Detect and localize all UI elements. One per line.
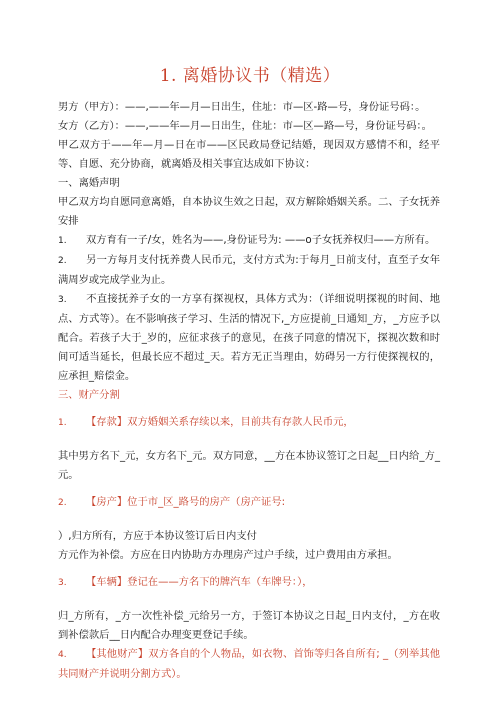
clause-vehicle-intro: 3. 【车辆】登记在——方名下的牌汽车（车牌号：），	[58, 573, 440, 593]
marriage-info-paragraph: 甲乙双方于——年—月—日在市——区民政局登记结婚，现因双方感情不和，经平等、自愿、充分协商，就离婚及相关事宜达成如下协议：	[58, 139, 440, 170]
clause-number: 3.	[58, 295, 67, 305]
section-divorce-heading: 一、离婚声明	[58, 177, 120, 189]
clause-vehicle-detail: 归_方所有，_方一次性补偿_元给另一方，于签订本协议之日起_日内支付，_方在收到补偿款后__日内配合办理变更登记手续。	[58, 610, 440, 641]
clause-number: 4.	[58, 650, 67, 660]
document-body	[58, 98, 440, 684]
clause-deposit-detail: 其中男方名下_元，女方名下_元。双方同意，__方在本协议签订之日起__日内给_方_元。	[58, 450, 440, 481]
clause-child-name: 1. 双方育有一子/女，姓名为——,身份证号为: ——o子女抚养权归——方所有。	[58, 231, 440, 251]
clause-number: 1.	[58, 236, 67, 246]
clause-number: 1.	[58, 418, 67, 428]
clause-child-support: 2. 另一方每月支付抚养费人民币元，支付方式为:于每月_日前支付，直至子女年满周岁或完成学业为止。	[58, 254, 440, 286]
clause-other-property: 4. 【其他财产】双方各自的个人物品，如衣物、首饰等归各自所有; _（列举其他共同财产并说明分割方式）。	[58, 648, 440, 680]
clause-deposit-intro: 1. 【存款】双方婚姻关系存续以来，目前共有存款人民币元，	[58, 413, 440, 433]
clause-house-detail: ）,归方所有，方应于本协议签订后日内支付	[58, 530, 257, 542]
section-property-heading: 三、财产分割	[58, 389, 120, 401]
clause-number: 3.	[58, 578, 67, 588]
party-female-paragraph: 女方（乙方）：——,——年—月—日出生，住址：市—区—路—号，身份证号码：。	[58, 120, 432, 132]
party-male-paragraph: 男方（甲方）：——,——年—月—日出生，住址：市—区-路—号，身份证号码：。	[58, 101, 426, 113]
clause-number: 2.	[58, 256, 67, 266]
clause-house-intro: 2. 【房产】位于市_区_路号的房产（房产证号:	[58, 493, 440, 513]
document-title: 1. 离婚协议书（精选）	[159, 66, 341, 86]
divorce-statement-paragraph: 甲乙双方均自愿同意离婚，自本协议生效之日起，双方解除婚姻关系。二、子女抚养安排	[58, 196, 440, 227]
clause-number: 2.	[58, 498, 67, 508]
clause-house-transfer: 方元作为补偿。方应在日内协助方办理房产过户手续，过户费用由方承担。	[58, 549, 398, 561]
clause-visitation: 3. 不直接抚养子女的一方享有探视权，具体方式为：（详细说明探视的时间、地点、方式等）。在不影响孩子学习、生活的情况下,_方应提前_日通知_方，_方应予以配合。若孩子大于_岁的，应征求孩子的意见，在孩子同意的情况下，探视次数和时间可适当延长，但最长应不超过_天。若方无正当理由，妨碍另一方行使探视权的，应承担_赔偿金。	[58, 293, 440, 382]
